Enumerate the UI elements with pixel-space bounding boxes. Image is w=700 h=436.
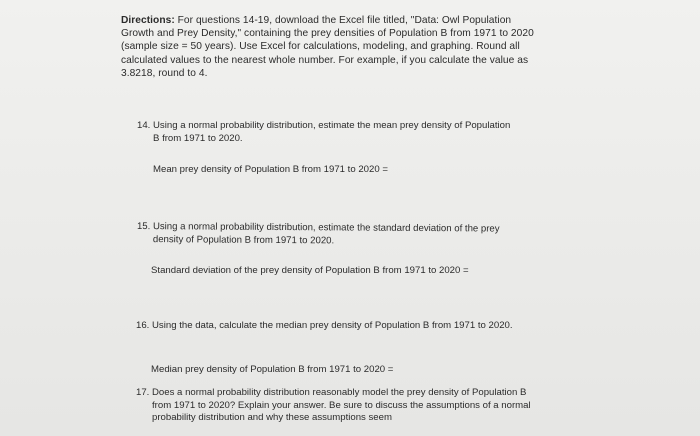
directions-paragraph: [121, 14, 541, 80]
question-number: 16.: [136, 320, 150, 331]
answer-label-16: Median prey density of Population B from 1971 to 2020 =: [151, 364, 394, 375]
question-16: [136, 320, 516, 333]
question-number: 17.: [136, 387, 150, 398]
question-number: 15.: [136, 221, 151, 233]
answer-label-15: Standard deviation of the prey density of Population B from 1971 to 2020 =: [151, 265, 469, 276]
question-text: Using a normal probability distribution, estimate the standard deviation of the prey density of Population B from 1971 to 2020.: [152, 221, 500, 246]
question-text: Does a normal probability distribution reasonably model the prey density of Population B from 1971 to 2020? Explain your answer. Be sure to discuss the assumptions of a normal probability distribution and why these assumptions seem: [152, 387, 531, 424]
question-14: [137, 120, 517, 145]
directions-lead: Directions:: [121, 15, 175, 26]
question-17: [136, 387, 536, 425]
question-text: Using the data, calculate the median prey density of Population B from 1971 to 2020.: [152, 320, 513, 331]
question-15: [137, 221, 532, 249]
question-text: Using a normal probability distribution, estimate the mean prey density of Population B from 1971 to 2020.: [153, 120, 511, 144]
directions-text: For questions 14-19, download the Excel file titled, "Data: Owl Population Growth and Prey Density," containing the prey densities of Population B from 1971 to 2020 (sample size = 50 years). Use Excel for calculations, modeling, and graphing. Round all calculated values to the nearest whole number. For example, if you calculate the value as 3.8218, round to 4.: [121, 15, 534, 79]
question-number: 14.: [137, 120, 151, 131]
answer-label-14: Mean prey density of Population B from 1971 to 2020 =: [153, 164, 388, 175]
